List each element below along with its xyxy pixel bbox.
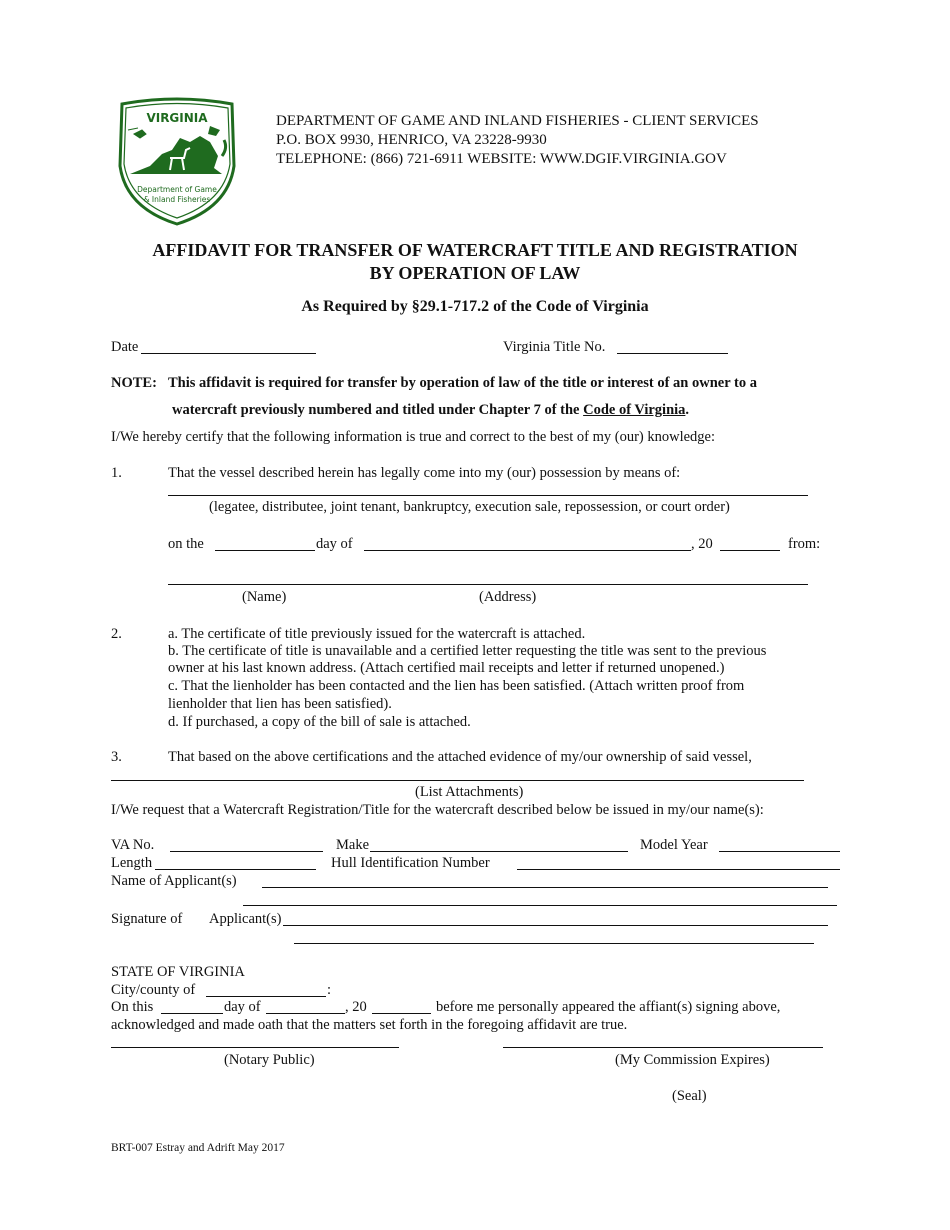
page-subtitle: As Required by §29.1-717.2 of the Code of Virginia: [301, 298, 649, 315]
city-county-colon: :: [327, 982, 332, 998]
make-field[interactable]: [370, 851, 628, 852]
before-me-text: before me personally appeared the affiant(s) signing above,: [436, 999, 781, 1015]
notary-signature-field[interactable]: [111, 1047, 399, 1048]
note-line2-prefix: watercraft previously numbered and titled under Chapter 7 of the: [172, 402, 580, 418]
page-title-line1: AFFIDAVIT FOR TRANSFER OF WATERCRAFT TITLE AND REGISTRATION: [152, 240, 798, 260]
form-id: BRT-007 Estray and Adrift May 2017: [111, 1142, 285, 1154]
city-county-label: City/county of: [111, 982, 196, 998]
hull-id-label: Hull Identification Number: [331, 855, 490, 871]
model-year-field[interactable]: [719, 851, 840, 852]
applicants-label: Applicant(s): [209, 911, 282, 927]
note-line2: [172, 402, 689, 419]
section2-c2: lienholder that lien has been satisfied).: [168, 696, 392, 712]
request-statement: I/We request that a Watercraft Registration/Title for the watercraft described below be issued in my/our name(s):: [111, 802, 764, 818]
note-line1: This affidavit is required for transfer by operation of law of the title or interest of an owner to a: [168, 375, 757, 391]
address-caption: (Address): [479, 589, 537, 605]
notary-month-field[interactable]: [266, 1013, 345, 1014]
month-field[interactable]: [364, 550, 691, 551]
date-field[interactable]: [141, 353, 316, 354]
note-label: NOTE:: [111, 375, 157, 391]
va-no-label: VA No.: [111, 837, 155, 853]
logo-text-top: VIRGINIA: [146, 111, 208, 125]
from-label: from:: [788, 536, 821, 552]
on-the-label: on the: [168, 536, 204, 552]
dgif-logo: [110, 96, 244, 228]
name-applicants-label: Name of Applicant(s): [111, 873, 237, 889]
name-caption: (Name): [242, 589, 287, 605]
on-this-label: On this: [111, 999, 154, 1015]
section2-number: 2.: [111, 626, 122, 642]
title-no-field[interactable]: [617, 353, 728, 354]
va-no-field[interactable]: [170, 851, 323, 852]
section1-text: That the vessel described herein has legally come into my (our) possession by means of:: [168, 465, 681, 481]
section3-text: That based on the above certifications and the attached evidence of my/our ownership of said vessel,: [168, 749, 752, 765]
state-label: STATE OF VIRGINIA: [111, 964, 245, 980]
section1-number: 1.: [111, 465, 122, 481]
notary-year-prefix: , 20: [345, 999, 367, 1015]
means-caption: (legatee, distributee, joint tenant, bankruptcy, execution sale, repossession, or court order): [209, 499, 730, 515]
length-label: Length: [111, 855, 153, 871]
year-field[interactable]: [720, 550, 780, 551]
length-field[interactable]: [155, 869, 316, 870]
make-label: Make: [336, 837, 370, 853]
notary-day-field[interactable]: [161, 1013, 223, 1014]
commission-caption: (My Commission Expires): [615, 1052, 770, 1068]
phone-line: TELEPHONE: (866) 721-6911 WEBSITE: WWW.DGIF.VIRGINIA.GOV: [276, 151, 727, 167]
code-of-virginia-link: Code of Virginia: [583, 402, 686, 418]
shield-logo-icon: [110, 96, 244, 228]
logo-text-bottom-1: Department of Game: [137, 185, 217, 194]
commission-expires-field[interactable]: [503, 1047, 823, 1048]
name-applicants-field-2[interactable]: [243, 905, 837, 906]
notary-caption: (Notary Public): [224, 1052, 315, 1068]
day-of-label: day of: [316, 536, 353, 552]
section2-b1: b. The certificate of title is unavailable and a certified letter requesting the title was sent to the previous: [168, 643, 767, 659]
year-prefix: , 20: [691, 536, 713, 552]
attachments-caption: (List Attachments): [415, 784, 524, 800]
hull-id-field[interactable]: [517, 869, 840, 870]
attachments-field[interactable]: [111, 780, 804, 781]
date-label: Date: [111, 339, 139, 355]
section2-c1: c. That the lienholder has been contacted and the lien has been satisfied. (Attach written proof from: [168, 678, 745, 694]
logo-text-bottom-2: & Inland Fisheries: [143, 195, 211, 204]
name-applicants-field[interactable]: [262, 887, 828, 888]
po-line: P.O. BOX 9930, HENRICO, VA 23228-9930: [276, 132, 547, 148]
page-title-line2: BY OPERATION OF LAW: [369, 263, 581, 283]
day-field[interactable]: [215, 550, 315, 551]
notary-year-field[interactable]: [372, 1013, 431, 1014]
section2-d: d. If purchased, a copy of the bill of sale is attached.: [168, 714, 471, 730]
dept-line: DEPARTMENT OF GAME AND INLAND FISHERIES - CLIENT SERVICES: [276, 113, 759, 129]
title-no-label: Virginia Title No.: [503, 339, 606, 355]
section3-number: 3.: [111, 749, 122, 765]
means-field[interactable]: [168, 495, 808, 496]
notary-day-of-label: day of: [224, 999, 261, 1015]
section2-a: a. The certificate of title previously issued for the watercraft is attached.: [168, 626, 586, 642]
signature-field-2[interactable]: [294, 943, 814, 944]
name-address-field[interactable]: [168, 584, 808, 585]
model-year-label: Model Year: [640, 837, 708, 853]
signature-field[interactable]: [283, 925, 828, 926]
certify-statement: I/We hereby certify that the following information is true and correct to the best of my (our) knowledge:: [111, 429, 716, 445]
seal-caption: (Seal): [672, 1088, 707, 1104]
section2-b2: owner at his last known address. (Attach certified mail receipts and letter if returned unopened.): [168, 660, 725, 676]
note-line2-suffix: .: [685, 402, 690, 418]
signature-of-label: Signature of: [111, 911, 183, 927]
city-county-field[interactable]: [206, 996, 326, 997]
acknowledged-text: acknowledged and made oath that the matters set forth in the foregoing affidavit are true.: [111, 1017, 628, 1033]
